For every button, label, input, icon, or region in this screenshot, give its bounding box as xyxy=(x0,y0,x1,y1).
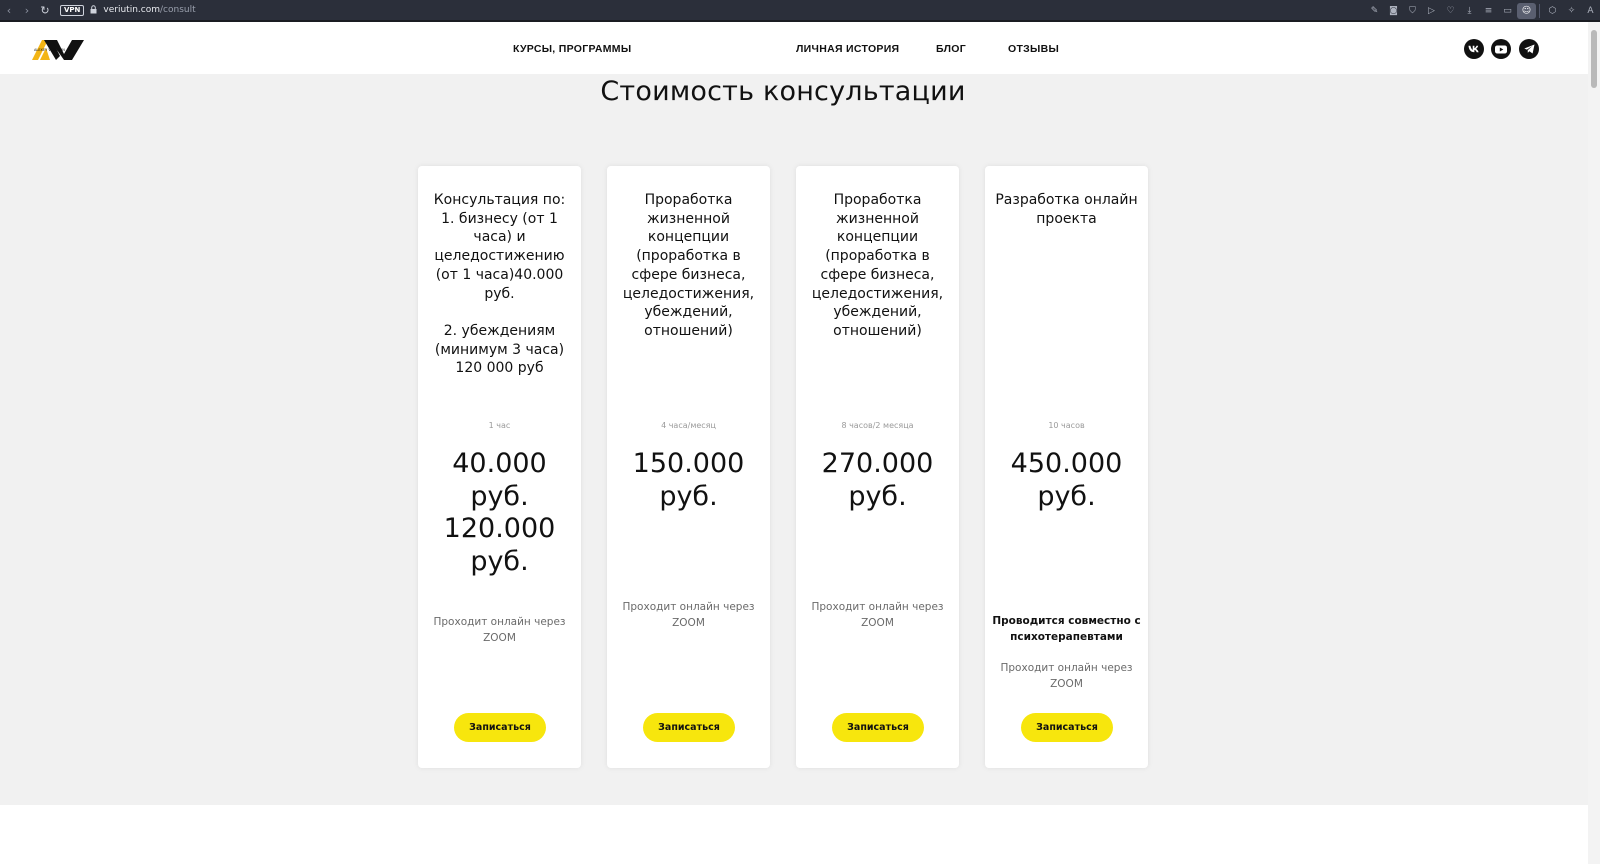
menu-icon[interactable]: ≡ xyxy=(1484,6,1493,16)
nav-courses[interactable]: КУРСЫ, ПРОГРАММЫ xyxy=(513,43,632,55)
pricing-section xyxy=(0,74,1588,805)
card-price: 270.000 руб. xyxy=(821,448,934,512)
overflow-label[interactable]: A xyxy=(1587,6,1594,16)
heart-icon[interactable]: ♡ xyxy=(1446,6,1455,16)
card-note-bold: Проводится совместно с психотерапевтами xyxy=(992,615,1141,643)
card-title: Разработка онлайн проекта xyxy=(995,192,1138,227)
toolbar-divider xyxy=(1539,4,1540,18)
cube-icon[interactable]: ⬡ xyxy=(1548,6,1557,16)
extensions-area xyxy=(1365,0,1600,22)
section-title: Стоимость консультации xyxy=(600,76,966,107)
address-bar[interactable] xyxy=(103,5,195,15)
lock-icon[interactable] xyxy=(90,5,97,16)
camera-icon[interactable]: ◙ xyxy=(1389,6,1398,16)
download-icon[interactable]: ⤓ xyxy=(1467,6,1472,16)
url-path: /consult xyxy=(160,5,196,15)
page-scrollbar[interactable] xyxy=(1588,22,1600,864)
card-duration: 1 час xyxy=(488,421,511,430)
signup-button[interactable]: Записаться xyxy=(1021,713,1113,742)
signup-button[interactable]: Записаться xyxy=(832,713,924,742)
forward-icon[interactable]: › xyxy=(24,3,30,17)
telegram-icon[interactable] xyxy=(1519,39,1539,59)
scrollbar-thumb[interactable] xyxy=(1591,30,1597,88)
card-note: Проходит онлайн через ZOOM xyxy=(811,601,944,629)
logo-text: ALEXEY VERIUTIN xyxy=(34,48,65,52)
back-icon[interactable]: ‹ xyxy=(6,3,12,17)
nav-personal-history[interactable]: ЛИЧНАЯ ИСТОРИЯ xyxy=(796,43,900,55)
nav-reviews[interactable]: ОТЗЫВЫ xyxy=(1008,43,1060,55)
card-price: 150.000 руб. xyxy=(632,448,745,512)
edit-icon[interactable]: ✎ xyxy=(1370,6,1379,16)
extension-icon[interactable]: ✧ xyxy=(1567,6,1576,16)
card-duration: 10 часов xyxy=(1048,421,1085,430)
card-title: Консультация по: 1. бизнесу (от 1 часа) и целедостижению (от 1 часа)40.000 руб. 2. убеждениям (минимум 3 часа) 120 000 руб xyxy=(433,192,566,377)
card-title: Проработка жизненной концепции (проработка в сфере бизнеса, целедостижения, убеждений, отношений) xyxy=(811,192,944,339)
nav-blog[interactable]: БЛОГ xyxy=(936,43,966,55)
card-note: Проходит онлайн через ZOOM xyxy=(622,601,755,629)
card-price: 450.000 руб. xyxy=(1010,448,1123,512)
pricing-card xyxy=(418,166,581,768)
card-duration: 4 часа/месяц xyxy=(661,421,716,430)
pricing-card xyxy=(796,166,959,768)
card-duration: 8 часов/2 месяца xyxy=(841,421,914,430)
url-host: veriutin.com xyxy=(103,5,160,15)
shield-icon[interactable]: ⛉ xyxy=(1409,6,1416,16)
card-title: Проработка жизненной концепции (проработка в сфере бизнеса, целедостижения, убеждений, отношений) xyxy=(622,192,755,339)
site-logo[interactable] xyxy=(30,34,86,64)
browser-toolbar xyxy=(0,0,1600,22)
card-note: Проходит онлайн через ZOOM xyxy=(1000,662,1133,690)
play-icon[interactable]: ▷ xyxy=(1428,6,1435,16)
pricing-card xyxy=(985,166,1148,768)
card-price: 40.000 руб. 120.000 руб. xyxy=(443,448,556,577)
logo-mark-icon xyxy=(30,34,86,64)
site-header xyxy=(0,22,1588,74)
card-note: Проходит онлайн через ZOOM xyxy=(433,616,566,644)
youtube-icon[interactable] xyxy=(1491,39,1511,59)
signup-button[interactable]: Записаться xyxy=(454,713,546,742)
profile-icon[interactable]: ☺ xyxy=(1517,3,1536,19)
battery-icon[interactable]: ▭ xyxy=(1503,6,1512,16)
signup-button[interactable]: Записаться xyxy=(643,713,735,742)
pricing-card xyxy=(607,166,770,768)
vpn-badge[interactable]: VPN xyxy=(60,5,84,16)
vk-icon[interactable] xyxy=(1464,39,1484,59)
reload-icon[interactable]: ↻ xyxy=(40,3,50,17)
